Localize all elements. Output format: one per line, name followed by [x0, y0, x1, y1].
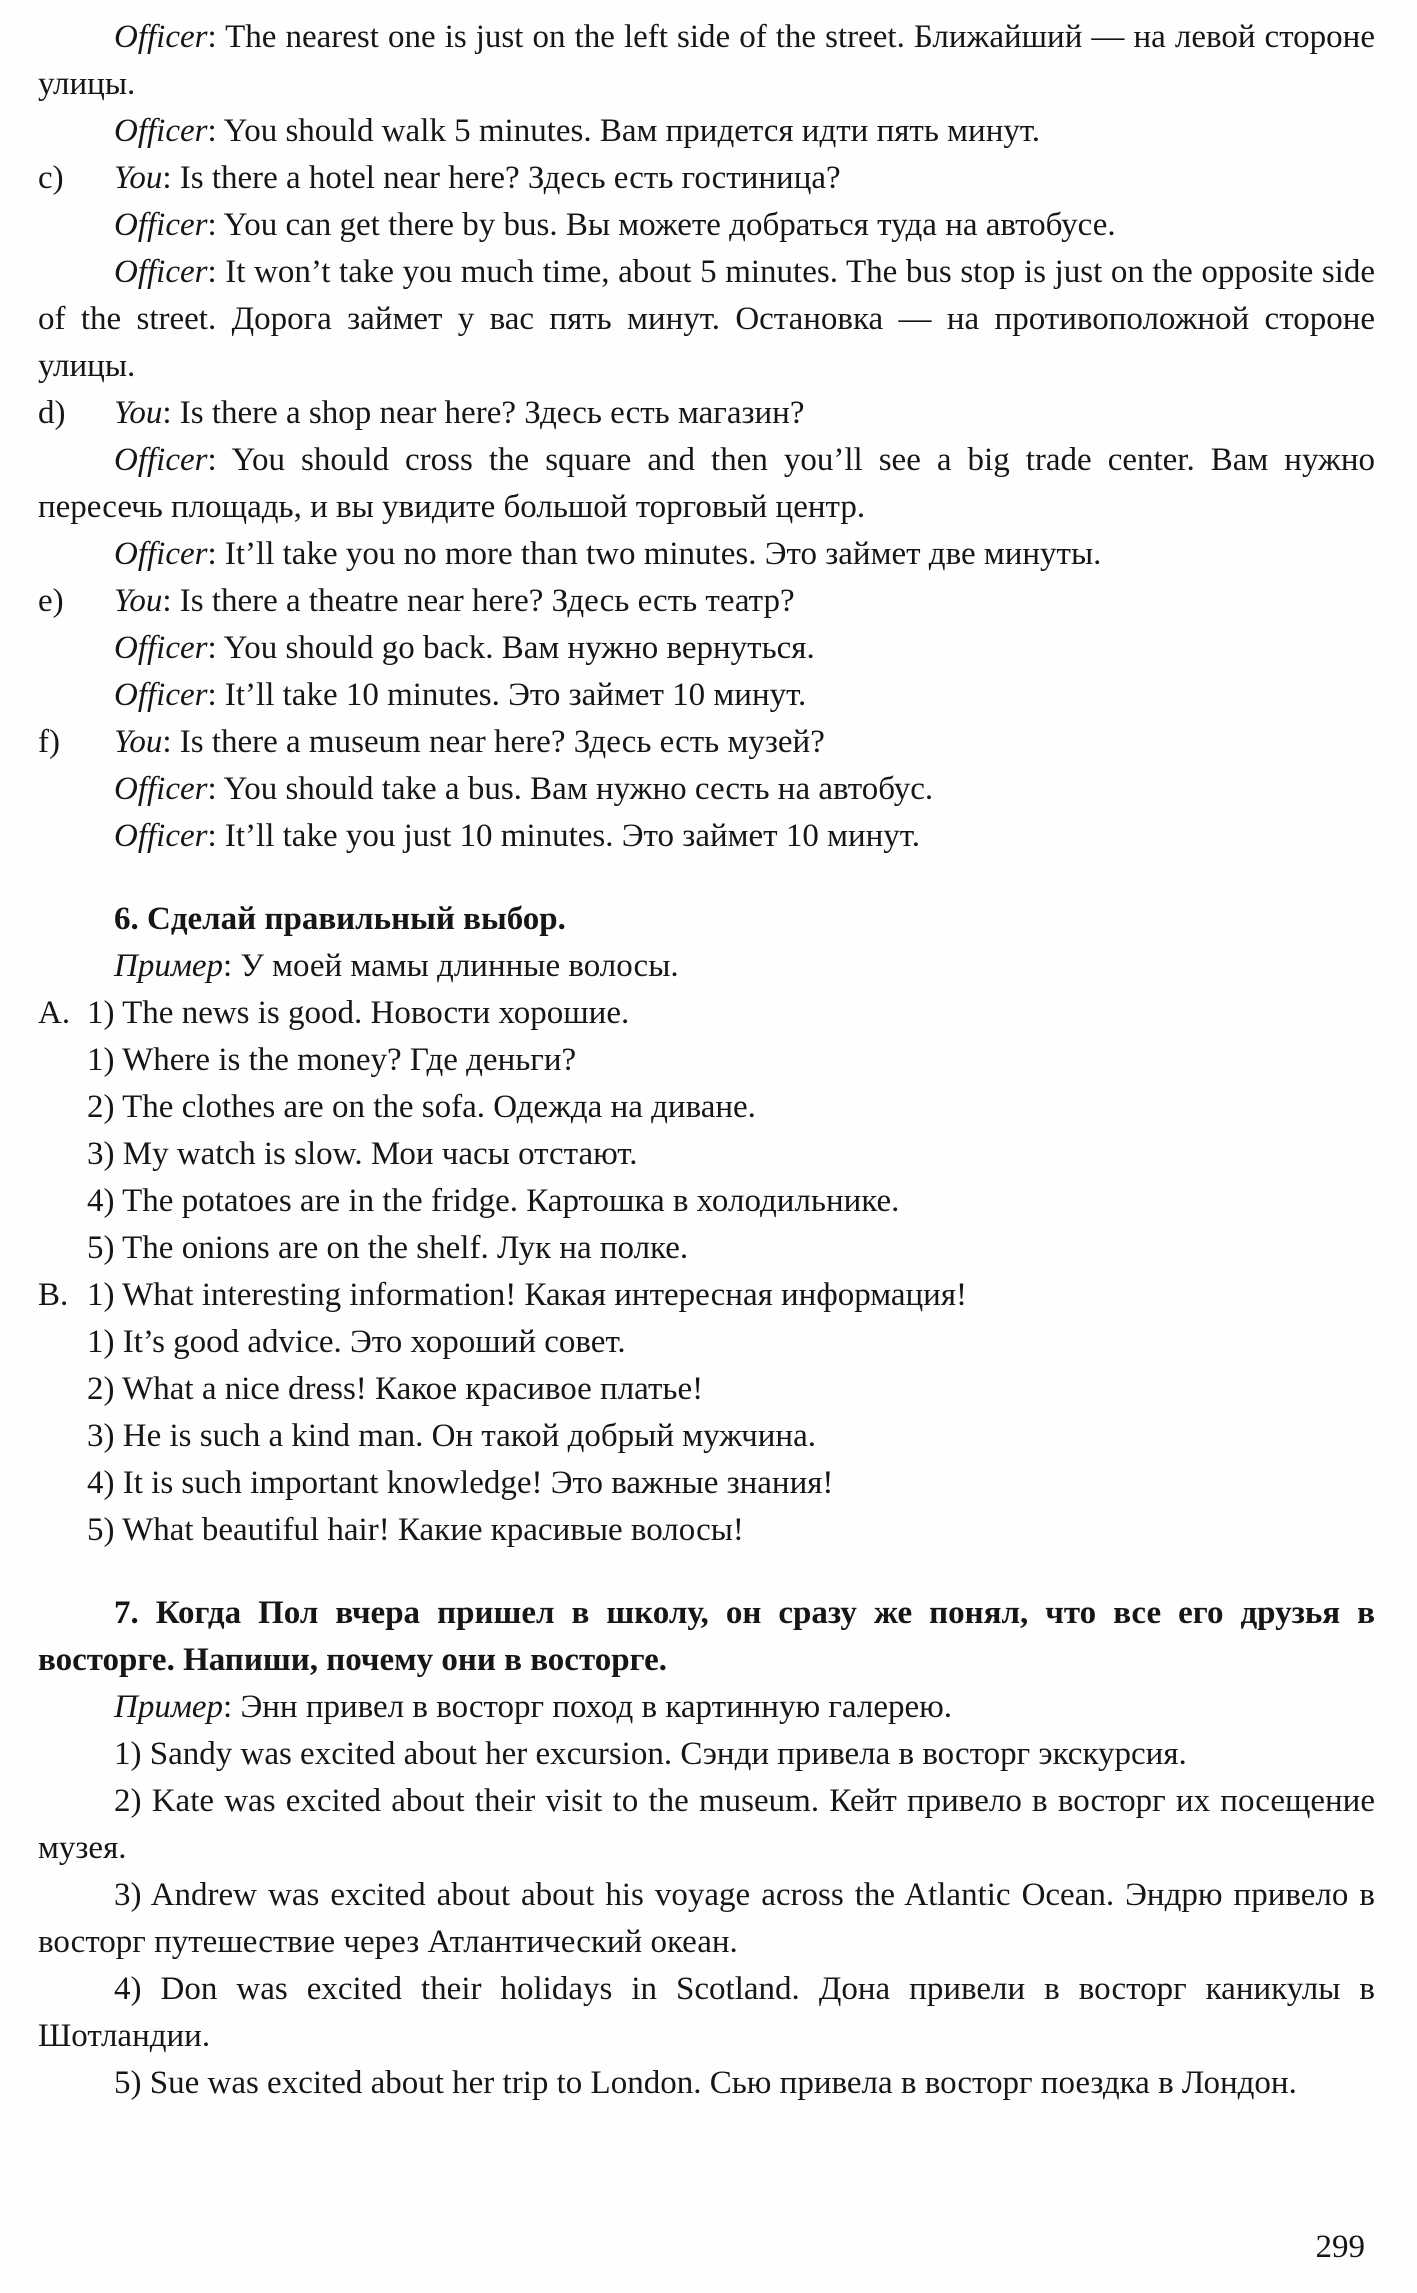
speaker-label: Officer	[114, 630, 208, 666]
list-item	[38, 1366, 1375, 1413]
speaker-label: Officer	[114, 442, 208, 478]
speaker-label: Пример	[114, 1689, 224, 1725]
text-run: : You should take a bus. Вам нужно сесть на автобус.	[207, 771, 934, 807]
text-run: 5) Sue was excited about her trip to London. Сью привела в восторг поездка в Лондон.	[114, 2065, 1297, 2101]
paragraph	[38, 1684, 1375, 1731]
text-run: 4) It is such important knowledge! Это важные знания!	[87, 1465, 834, 1501]
speaker-label: You	[114, 724, 163, 760]
section-heading	[38, 896, 1375, 943]
text-run: : Is there a museum near here? Здесь есть музей?	[162, 724, 825, 760]
page-content	[38, 14, 1375, 2107]
speaker-label: Officer	[114, 771, 208, 807]
text-run: : Is there a theatre near here? Здесь есть театр?	[162, 583, 795, 619]
paragraph	[38, 813, 1375, 860]
speaker-label: You	[114, 395, 163, 431]
list-item	[38, 1225, 1375, 1272]
text-run: : It won’t take you much time, about 5 minutes. The bus stop is just on the opposite side of the street. Дорога займет у вас пять минут. Остановка — на противоположной стороне улицы.	[38, 254, 1375, 384]
list-item	[38, 1178, 1375, 1225]
margin-label: f)	[38, 724, 60, 760]
list-item	[38, 1037, 1375, 1084]
text-run: 1) Where is the money? Где деньги?	[87, 1042, 577, 1078]
paragraph	[38, 1872, 1375, 1966]
text-run: 2) Kate was excited about their visit to the museum. Кейт привело в восторг их посещение музея.	[38, 1783, 1375, 1866]
text-run: 2) The clothes are on the sofa. Одежда на диване.	[87, 1089, 756, 1125]
text-run: : You can get there by bus. Вы можете добраться туда на автобусе.	[207, 207, 1116, 243]
text-run: : It’ll take 10 minutes. Это займет 10 минут.	[207, 677, 807, 713]
paragraph	[38, 719, 1375, 766]
text-run: 3) Andrew was excited about about his voyage across the Atlantic Ocean. Эндрю привело в восторг путешествие через Атлантический океан.	[38, 1877, 1375, 1960]
paragraph	[38, 943, 1375, 990]
paragraph	[38, 108, 1375, 155]
text-run: 7. Когда Пол вчера пришел в школу, он сразу же понял, что все его друзья в восторге. Напиши, почему они в восторге.	[38, 1595, 1375, 1678]
text-run: 1) The news is good. Новости хорошие.	[87, 995, 630, 1031]
page-number: 299	[1315, 2229, 1365, 2265]
list-item	[38, 990, 1375, 1037]
speaker-label: Officer	[114, 536, 208, 572]
text-run: 4) Don was excited their holidays in Scotland. Дона привели в восторг каникулы в Шотландии.	[38, 1971, 1375, 2054]
list-item	[38, 1272, 1375, 1319]
paragraph	[38, 249, 1375, 390]
margin-label: B.	[38, 1277, 69, 1313]
margin-label: d)	[38, 395, 66, 431]
speaker-label: Пример	[114, 948, 224, 984]
text-run: 1) It’s good advice. Это хороший совет.	[87, 1324, 626, 1360]
text-run: 5) What beautiful hair! Какие красивые волосы!	[87, 1512, 744, 1548]
speaker-label: Officer	[114, 19, 208, 55]
paragraph	[38, 390, 1375, 437]
text-run: : You should cross the square and then you’ll see a big trade center. Вам нужно пересечь площадь, и вы увидите большой торговый центр.	[38, 442, 1375, 525]
speaker-label: You	[114, 583, 163, 619]
text-run: 4) The potatoes are in the fridge. Картошка в холодильнике.	[87, 1183, 900, 1219]
paragraph	[38, 2060, 1375, 2107]
list-item	[38, 1413, 1375, 1460]
margin-label: c)	[38, 160, 64, 196]
text-run: : You should go back. Вам нужно вернуться.	[207, 630, 815, 666]
paragraph	[38, 766, 1375, 813]
speaker-label: Officer	[114, 818, 208, 854]
paragraph	[38, 625, 1375, 672]
text-run: 1) What interesting information! Какая интересная информация!	[87, 1277, 968, 1313]
text-run: 3) My watch is slow. Мои часы отстают.	[87, 1136, 638, 1172]
section-heading	[38, 1590, 1375, 1684]
margin-label: A.	[38, 995, 71, 1031]
paragraph	[38, 155, 1375, 202]
paragraph	[38, 1731, 1375, 1778]
text-run: 3) He is such a kind man. Он такой добрый мужчина.	[87, 1418, 816, 1454]
text-run: : It’ll take you just 10 minutes. Это займет 10 минут.	[207, 818, 920, 854]
paragraph	[38, 531, 1375, 578]
text-run: : Is there a hotel near here? Здесь есть гостиница?	[162, 160, 841, 196]
speaker-label: Officer	[114, 677, 208, 713]
paragraph	[38, 1778, 1375, 1872]
list-item	[38, 1131, 1375, 1178]
text-run: 1) Sandy was excited about her excursion. Сэнди привела в восторг экскурсия.	[114, 1736, 1187, 1772]
text-run: 5) The onions are on the shelf. Лук на полке.	[87, 1230, 689, 1266]
paragraph	[38, 1966, 1375, 2060]
paragraph	[38, 202, 1375, 249]
speaker-label: Officer	[114, 207, 208, 243]
list-item	[38, 1084, 1375, 1131]
text-run: : Энн привел в восторг поход в картинную галерею.	[223, 1689, 953, 1725]
text-run: : Is there a shop near here? Здесь есть магазин?	[162, 395, 805, 431]
list-item	[38, 1460, 1375, 1507]
margin-label: e)	[38, 583, 64, 619]
text-run: 2) What a nice dress! Какое красивое платье!	[87, 1371, 704, 1407]
list-item	[38, 1507, 1375, 1554]
speaker-label: Officer	[114, 254, 208, 290]
list-item	[38, 1319, 1375, 1366]
text-run: : You should walk 5 minutes. Вам придется идти пять минут.	[207, 113, 1041, 149]
paragraph	[38, 578, 1375, 625]
speaker-label: Officer	[114, 113, 208, 149]
paragraph	[38, 437, 1375, 531]
text-run: : The nearest one is just on the left side of the street. Ближайший — на левой стороне улицы.	[38, 19, 1375, 102]
text-run: : It’ll take you no more than two minutes. Это займет две минуты.	[207, 536, 1102, 572]
paragraph	[38, 672, 1375, 719]
speaker-label: You	[114, 160, 163, 196]
paragraph	[38, 14, 1375, 108]
text-run: 6. Сделай правильный выбор.	[114, 901, 566, 937]
text-run: : У моей мамы длинные волосы.	[223, 948, 679, 984]
